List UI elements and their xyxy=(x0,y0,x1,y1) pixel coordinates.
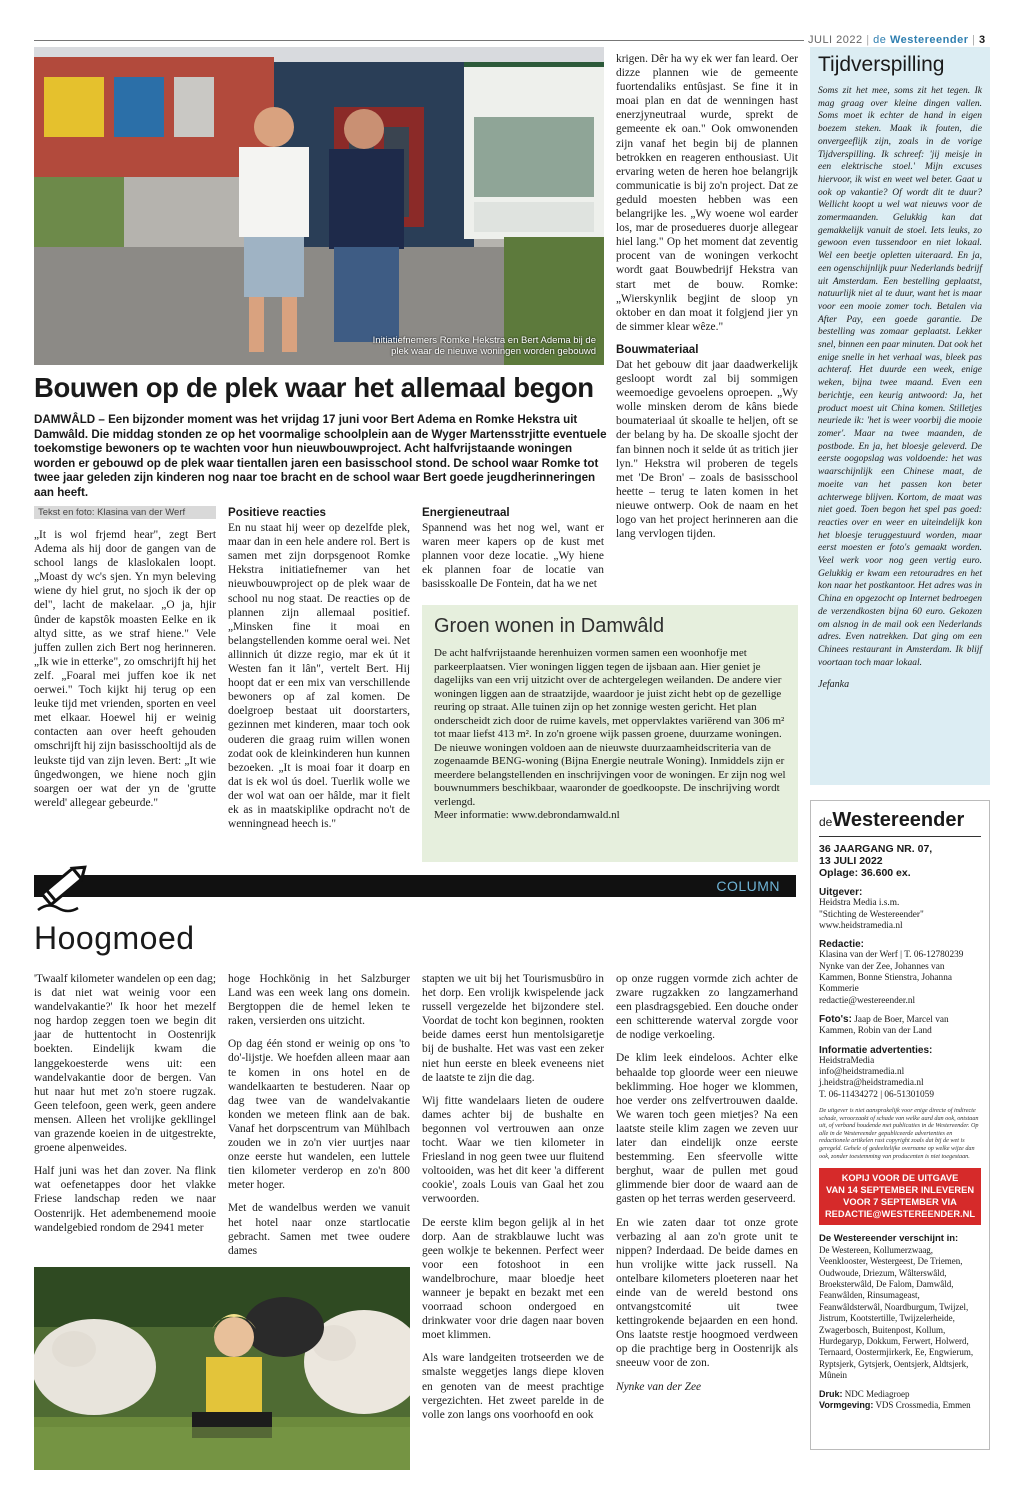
page-number: 3 xyxy=(979,34,986,46)
column-banner-label: COLUMN xyxy=(716,878,780,894)
tijdverspilling-title: Tijdverspilling xyxy=(818,53,945,76)
column-col1-text-b: Half juni was het dan zover. Na flink wat oefenetappes door het vlakke Friese landschap reden we naar Oostenrijk. Het adembenemend mooie wandelgebied rondom de 2941 meter xyxy=(34,1165,216,1234)
page-header: JULI 2022 | de Westereender | 3 xyxy=(808,34,986,46)
photo-woman-with-cows xyxy=(34,1267,410,1470)
colophon-redactie-1: Klasina van der Werf | T. 06-12780239 xyxy=(819,950,964,961)
column-col3-text-c: De eerste klim begon gelijk al in het dorp. Aan de strakblauwe lucht was geen wolkje te bekennen. Perfect weer voor een fotoshoot in een wandelbrochure, maar bloedje heet wanneer je bepakt en bezakt met een voorraad schoon ondergoed en drinkwater voor drie dagen naar boven moet klimmen. xyxy=(422,1216,604,1342)
header-paper: Westereender xyxy=(889,34,969,46)
article-col2 xyxy=(228,506,410,840)
groen-wonen-more: Meer informatie: www.debrondamwald.nl xyxy=(434,809,620,821)
colophon-logo xyxy=(819,809,981,832)
colophon-adv-2: info@heidstramedia.nl xyxy=(819,1067,905,1078)
column-col2-text-b: Op dag één stond er weinig op ons 'to do'-lijstje. We hoefden alleen maar aan te komen in ons hotel en de wandelkaarten te bestuderen. Naar op dag twee van de wandelvakantie konden we meteen flink aan de bak. Vanaf het dorpscentrum van Mühlbach zouden we in zo'n vier uurtjes naar onze eerste hut wandelen, een luttele tien kilometer verderop en zo'n 800 meter hoger. xyxy=(228,1038,410,1192)
druk-label: Druk: xyxy=(819,1388,843,1399)
colophon-redactie-3: redactie@westereender.nl xyxy=(819,995,916,1006)
article-col3-title: Energieneutraal xyxy=(422,506,510,519)
colophon-jaargang xyxy=(819,843,981,879)
article-intro: DAMWÂLD – Een bijzonder moment was het vrijdag 17 juni voor Bert Adema en Romke Hekstra uit Damwâld. Die middag stonden ze op het voormalige schoolplein aan de Wyger Martensstrjitte eventuele toekomstige bewoners op te wachten voor hun nieuwbouwproject. Acht halfvrijstaande woningen worden er gebouwd op de plek waar tientallen jaren een basisschool stond. De school waar Romke tot twee jaar geleden zijn kinderen nog naar toe bracht en de school waar Bert goede jeugdherinneringen aan heeft. xyxy=(34,413,607,499)
groen-wonen-title: Groen wonen in Damwâld xyxy=(434,615,665,637)
article-headline: Bouwen op de plek waar het allemaal begon xyxy=(34,372,594,403)
colophon-uitgever-label: Uitgever: xyxy=(819,887,863,898)
kopij-line3: VOOR 7 SEPTEMBER VIA xyxy=(843,1196,957,1207)
column-col4-text-a: op onze ruggen vormde zich achter de zware rugzakken zo langzamerhand een plasdragsgebied. Een douche onder een schitterende waterval zorgde voor de nodige verkoeling. xyxy=(616,973,798,1042)
colophon-fotos-label: Foto's: xyxy=(819,1013,852,1025)
column-col1-text-a: 'Twaalf kilometer wandelen op een dag; is dat niet wat weinig voor een wandelvakantie?' Ik hoor het mezelf nog hardop zeggen toen we begin dit jaar de huttentocht in Oostenrijk boekten. Eindelijk kwam die langgekoesterde wens uit: een wandelvakantie door de bergen. Van hut naar hut met zo'n stoere rugzak. Geen telefoon, geen werk, geen andere mensen. Alleen het vrolijke gekllingel van grazende koeien in de uitgestrekte, groene alpenweides. xyxy=(34,973,216,1155)
header-de: de xyxy=(873,34,887,46)
article-col2-text: En nu staat hij weer op dezelfde plek, maar dan in een hele andere rol. Bert is samen met zijn dorpsgenoot Romke Hekstra initiatiefnemer van het nieuwbouwproject op de plek waar de school nu nog staat. De reacties op de plannen zijn allemaal positief. „Minsken fine it moai en belangstellenden komme oeral wei. Net allinnich út dizze regio, mar ek út it Westen fan it lân", vertelt Bert. Hij hoopt dat er een mix van verschillende bewoners op af zal komen. De doelgroep bestaat uit doorstarters, gezinnen met kinderen, maar toch ook ouderen die graag ruim willen wonen zodat ook de kleinkinderen hun kunnen bezoeken. „It is moai foar it doarp en dat is ek wol ús doel. Tuerlik wolle we der wol wat oan oer hâlde, mar it fielt ek as in maatskiplike opdracht no't de wenningnead heech is." xyxy=(228,522,410,831)
colophon-oplage: Oplage: 36.600 ex. xyxy=(819,867,911,879)
column-title: Hoogmoed xyxy=(34,920,195,956)
article-col4-text-b: Dat het gebouw dit jaar daadwerkelijk gesloopt wordt zal bij sommigen weemoedige gevoelens oproepen. „Wy wolle minsken derom de kâns biede boumateriaal út skoalle te heljen, oft se der belang by ha. De skoalle sjocht der fan binnen noch it selde út as tritich jier lyn." Hekstra wil proberen de tegels met 'De Bron' – zoals de basisschool heette – terug te laten komen in het nieuwe ontwerp. Ook de naam en het logo van het project herinneren aan die lang vervlogen tijden. xyxy=(616,358,798,541)
verschijnt-list: De Westereen, Kollumerzwaag, Veenklooster, Westergeest, De Triemen, Oudwoude, Driezum, Wâlterswâld, Broeksterwâld, De Falom, Damwâld, Feanwâlden, Rinsumageast, Feanwâldsterwâl, Noardburgum, Twijzel, Jistrum, Kootstertille, Twijzelerheide, Zwagerbosch, Buitenpost, Kollum, Hurdegaryp, Dokkum, Ferwert, Holwerd, Ternaard, Oostermjirkerk, Ee, Engwierum, Ryptsjerk, Gytsjerk, Oentsjerk, Aldtsjerk, Mûnein xyxy=(819,1244,974,1381)
photo-caption-line2: plek waar de nieuwe woningen worden gebouwd xyxy=(391,346,596,357)
colophon-adv-4: T. 06-11434272 | 06-51301059 xyxy=(819,1089,934,1100)
column-col3-text-b: Wij fitte wandelaars lieten de oudere dames achter bij de bushalte en begonnen vol vertrouwen aan onze tocht. Waar we tien kilometer in Friesland in nog geen twee uur fluitend voltooiden, was het dit keer 'a different cookie', zoals Louis van Gaal het zou verwoorden. xyxy=(422,1094,604,1206)
groen-wonen-text: De acht halfvrijstaande herenhuizen vormen samen een woonhofje met parkeerplaatsen. Vier woningen liggen tegen de ijsbaan aan. Hier geniet je dagelijks van een vrij uitzicht over de achtergelegen weilanden. De andere vier woningen liggen aan de straatzijde, waardoor je juist zicht hebt op de gezellige reuring op straat. Alle tuinen zijn op het zonnige westen gericht. Het plan onderscheidt zich door de ruime kavels, met oppervlaktes variërend van 306 m² tot maar liefst 413 m². In zo'n groene wijk passen groene, duurzame woningen. De nieuwe woningen voldoen aan de nieuwste duurzaamheidscriteria van de zogenaamde BENG-woning (Bijna Energie neutrale Woning). Inmiddels zijn er meerdere belangstellenden en inschrijvingen voor de woningen. Er zijn nog wel bouwnummers beschikbaar, waaronder de goedkoopste. De inschrijving wordt verlengd. xyxy=(434,647,786,808)
column-col1 xyxy=(34,972,216,1244)
column-col3 xyxy=(422,972,604,1431)
colophon-de: de xyxy=(819,815,833,829)
column-author: Nynke van der Zee xyxy=(616,1380,702,1393)
groen-wonen-box xyxy=(422,605,798,862)
colophon-uitgever-3: www.heidstramedia.nl xyxy=(819,920,903,931)
vormgeving-value: VDS Crossmedia, Emmen xyxy=(875,1400,971,1411)
pencil-icon xyxy=(34,858,94,914)
colophon-redactie-2: Nynke van der Zee, Johannes van Kammen, Bonne Stienstra, Johanna Kommerie xyxy=(819,961,952,995)
header-date: JULI 2022 xyxy=(808,34,863,46)
colophon-name: Westereender xyxy=(832,809,965,831)
article-col1 xyxy=(34,528,216,819)
article-credit: Tekst en foto: Klasina van der Werf xyxy=(34,506,216,519)
colophon-uitgever-2: "Stichting de Westereender" xyxy=(819,909,924,920)
column-col4 xyxy=(616,972,798,1403)
kopij-box xyxy=(819,1168,981,1225)
colophon-fotos: Jaap de Boer, Marcel van Kammen, Robin van der Land xyxy=(819,1014,949,1037)
vormgeving-label: Vormgeving: xyxy=(819,1400,874,1411)
verschijnt-label: De Westereender verschijnt in: xyxy=(819,1233,959,1245)
colophon xyxy=(810,800,990,1450)
column-col3-text-a: stapten we uit bij het Tourismusbüro in het dorp. Een vrolijk kwispelende jack russell vergezelde het bijzondere stel. Voordat de tocht kon beginnen, rookten beide dames eerst hun mentolsigaretje bij de bushalte. Het was vast een zeker niet hun eerste en bleek eveneens niet de laatste te zijn die dag. xyxy=(422,973,604,1084)
kopij-line4: REDACTIE@WESTEREENDER.NL xyxy=(824,1208,976,1219)
photo-caption-line1: Initiatiefnemers Romke Hekstra en Bert Adema bij de xyxy=(372,335,596,346)
article-col3 xyxy=(422,506,604,601)
colophon-jaargang-line: 36 JAARGANG NR. 07, xyxy=(819,843,933,855)
photo-caption xyxy=(373,335,596,357)
article-col1-text: „It is wol frjemd hear", zegt Bert Adema als hij door de gangen van de school langs de klaslokalen loopt. „Moast dy wc's sjen. Yn myn beleving wiene dy hiel grut, no sjoch ik der op del", lacht de makelaar. „O ja, hjir ûnder de kapstôk moasten Eelke en ik altyd sitte, as we straf hiene." Vele juffen zullen zich Bert nog herinneren. „Ik wie in etterke", zo omschrijft hij het zelf. „Foaral mei juffen koe ik net oerwei." Toch kijkt hij terug op een leuke tijd met vrienden, sporten en veel met elkaar. Hoewel hij er weinig contacten aan over heeft gehouden omschrijft hij zijn basisschooltijd als de leukste tijd van zijn leven. Bert: „It wie ûngedwongen, we hiene noch gjin soargen oer wat der yn de 'grutte wereld' allegear gebeurde." xyxy=(34,529,216,809)
colophon-adv-label: Informatie advertenties: xyxy=(819,1044,933,1056)
tijdverspilling-signature: Jefanka xyxy=(818,679,850,691)
article-col3-text: Spannend was het nog wel, want er waren meer kapers op de kust met plannen voor deze locatie. „Wy hiene ek plannen foar de locatie van basisskoalle De Fontein, dat ha we net xyxy=(422,522,604,591)
colophon-date: 13 JULI 2022 xyxy=(819,855,883,867)
article-col4-title: Bouwmateriaal xyxy=(616,342,699,356)
photo-school-initiators xyxy=(34,47,604,365)
column-col3-text-d: Als ware landgeiten trotseerden we de smalste weggetjes langs diepe kloven en genoten van de meest prachtige vergezichten. Het zweet parelde in de volle zon langs ons voorhoofd en ook xyxy=(422,1352,604,1421)
druk-value: NDC Mediagroep xyxy=(844,1388,910,1399)
column-col2-text-a: hoge Hochkönig in het Salzburger Land was een week lang ons domein. Bergtoppen die de hemel leken te raken, versierden ons uitzicht. xyxy=(228,973,410,1028)
column-col4-text-b: De klim leek eindeloos. Achter elke behaalde top gloorde weer een nieuwe beklimming. Hoe hoger we klommen, hoe verder ons zelfvertrouwen daalde. We waren toch geen mietjes? Na een laatste steile klim zagen we zeven uur later dan eindelijk onze eerste bestemming. Een sfeervolle witte berghut, waar de pullen met goud glimmende bier door de waard aan de gasten op het terras werden geserveerd. xyxy=(616,1052,798,1206)
column-col2-text-c: Met de wandelbus werden we vanuit het hotel naar onze startlocatie gebracht. Samen met twee oudere dames xyxy=(228,1202,410,1257)
tijdverspilling-box xyxy=(810,47,990,785)
header-rule xyxy=(34,40,804,41)
article-col2-title: Positieve reacties xyxy=(228,506,326,519)
article-col4 xyxy=(616,52,798,550)
colophon-redactie-label: Redactie: xyxy=(819,939,865,951)
colophon-adv-1: HeidstraMedia xyxy=(819,1055,875,1066)
kopij-line1: KOPIJ VOOR DE UITGAVE xyxy=(841,1173,959,1184)
column-col2 xyxy=(228,972,410,1267)
colophon-uitgever-1: Heidstra Media i.s.m. xyxy=(819,898,900,909)
kopij-line2: VAN 14 SEPTEMBER INLEVEREN xyxy=(825,1185,975,1195)
colophon-disclaimer: De uitgever is niet aansprakelijk voor enige directe of indirecte schade, veroorzaakt of schade van welke aard dan ook, ontstaan uit, of verband houdende met publicaties in de Westereender. Op alle in de Westereender gepubliceerde advertenties en redactionele artikelen rust copyright zoals dat bij de wet is geregeld. Gehele of gedeeltelijke overname op welke wijze dan ook, zonder toestemming van producenten is niet toegestaan. xyxy=(819,1107,979,1160)
column-banner xyxy=(34,875,796,897)
tijdverspilling-text: Soms zit het mee, soms zit het tegen. Ik mag graag over kleine dingen vallen. Soms moet ik echter de hand in eigen boezem steken. Maak ik fouten, die onvergeeflijk zijn, zoals in de vorige Tijdverspilling. Ik schreef: 'jij meisje in een elektrische stoel.' Mijn excuses hiervoor, ik wist en weet wel beter. Gaat u ook op vakantie? Of wordt dit te duur? Wellicht koopt u wel wat nieuws voor de zomermaanden. Gelukkig kan dat gemakkelijk vanuit de stoel. Iets leuks, zo gewoon even tussendoor en niet lokaal. Wel een beetje opletten uiteraard. En ja, een ogenschijnlijk puur Nederlands bedrijf uit Amsterdam. Een bestelling geplaatst, natuurlijk niet al te duur, want het is maar voor een mooie zomer toch. Betalen via After Pay, een goede garantie. De bestelling was zomaar geplaatst. Lekker snel, binnen een paar minuten. Dat ook het enige snelle in het verhaal was, bleek pas achteraf. Het duurde een week, enige weken, bijna twee maand. Even een berichtje, een keurig antwoord: Ja, het product moest uit China komen. Stilletjes neuriede ik: 'het is weer voorbij die mooie zomer'. Maar na twee maanden, de postbode. En ja, het bloesje geleverd. De eerste oogopslag was voldoende: het was waarschijnlijk een Chinese maat, de moeite van het passen kon beter achterwege blijven. Kortom, de maat was niet goed. Toen begon het spel pas goed: reacties over en weer en uiteindelijk kon het bloesje teruggestuurd worden, maar eerst moesten er foto's gemaakt worden. Veel werk voor nog geen vertig euro. Gelukkig er kwam een retouradres en het kon naar het postkantoor. Het adres was in China en opgezocht op Internet bedroegen de verzendkosten bijna 60 euro. Gekozen om alsnog in de mail ook een Nederlands adres. Even natrekken. Dat ging om een Chinees restaurant in Amsterdam. Ik blijf voortaan toch maar lokaal. xyxy=(818,86,982,668)
column-col4-text-c: En wie zaten daar tot onze grote verbazing al aan zo'n grote unit te nippen? Inderdaad. De beide dames en hun vrolijke witte jack russell. Na ontelbare kilometers ploeteren naar het einde van de wereld bestond ons ontvangstcomité uit twee kettingrokende bejaarden en een hond. Ons laatste restje hoogmoed verdween op die prachtige berg in Oostenrijk als sneeuw voor de zon. xyxy=(616,1216,798,1370)
colophon-adv-3: j.heidstra@heidstramedia.nl xyxy=(819,1078,924,1089)
article-col4-text-a: krigen. Dêr ha wy ek wer fan leard. Oer dizze plannen wie de gemeente fuortendaliks entûsjast. Se fine it in moai plan en dat de wenningen hast enerzjyneutraal wurde, sprekt de gemeente ek oan." Ook omwonenden zijn vanaf het begin bij de plannen betrokken en reageren enthousiast. Uit ervaring weten de heren hoe belangrijk communicatie is bij zo'n project. Dat ze geduld moesten hebben was een belangrijke les. „Wy woene wol earder los, mar de prosedueres duorje allegear hiel lang." Op het moment dat zeventig procent van de woningen verkocht wordt gaat Bouwbedrijf Hekstra van start met de bouw. Romke: „Wierskynlik begjint de sloop yn oktober en dan moat it folgjend jier yn de simmer klear wêze." xyxy=(616,53,798,333)
